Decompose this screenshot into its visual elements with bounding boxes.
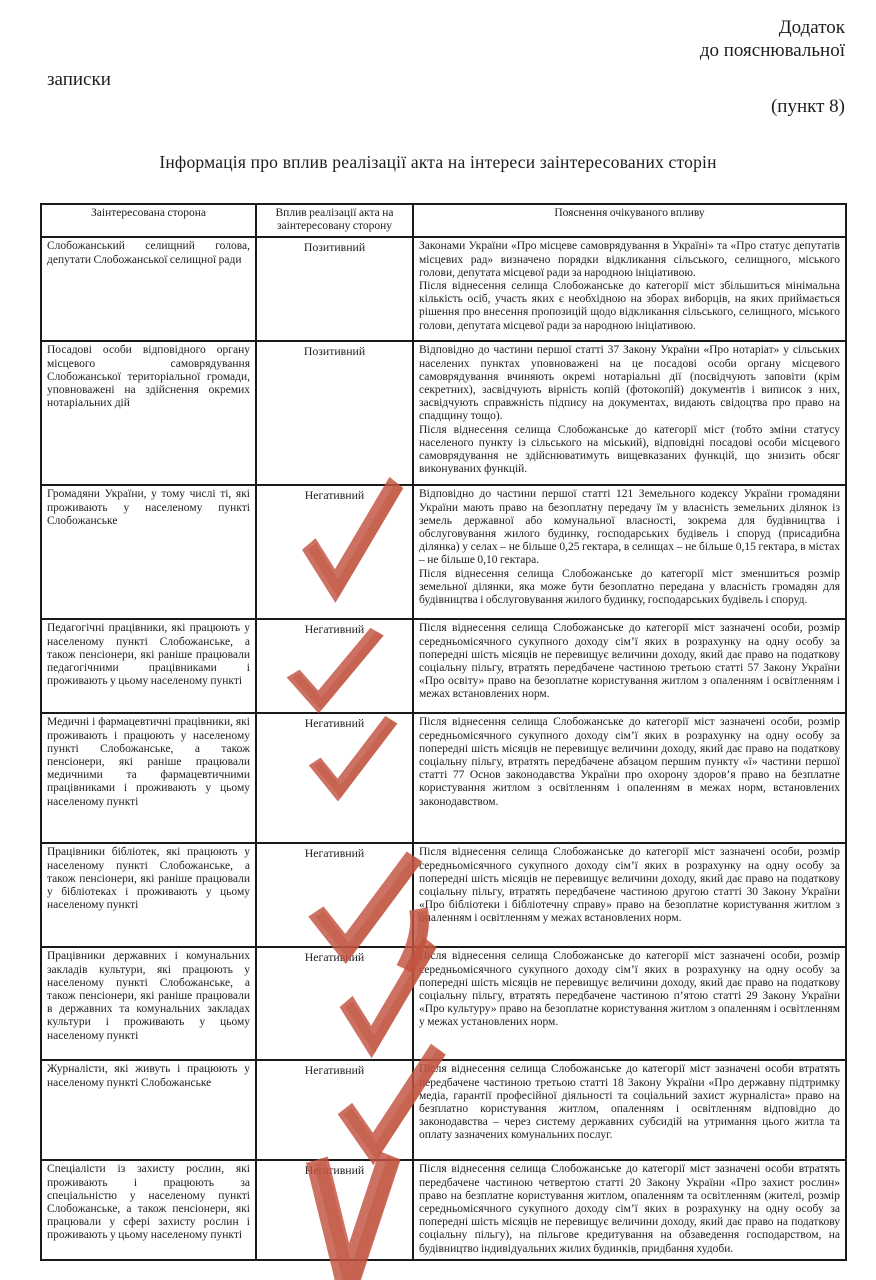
party-cell: Педагогічні працівники, які працюють у населеному пункті Слобожанське, а також пенсіонери, які раніше працювали педагогічними працівниками і проживають у цьому населеному пункті — [41, 619, 256, 713]
impact-cell — [256, 485, 413, 619]
impact-cell — [256, 237, 413, 341]
table-header-row — [41, 204, 846, 237]
explanation-paragraph: Після віднесення селища Слобожанське до категорії міст зазначені особи, розмір середньомісячного сукупного доходу сім’ї яких в розрахунку на одну особу за попередні шість місяців не перевищує величини доходу, який дає право на податкову соціальну пільгу, втратять передбачене частиною третьою статті 57 Закону України «Про освіту» право на безоплатне користування житлом з опаленням і освітленням і межах встановлених норм. — [419, 622, 840, 701]
page-title: Інформація про вплив реалізації акта на інтереси заінтересованих сторін — [159, 152, 717, 172]
explanation-paragraph: Після віднесення селища Слобожанське до категорії міст зазначені особи втратять передбачене частиною третьою статті 18 Закону України «Про державну підтримку медіа, гарантії професійної діяльності та соціальний захист журналіста» право на безплатно користування житлом, опаленням і освітленням відповідно до законодавства – через систему державних субсидій на утримання цього житла та оплату зазначених комунальних послуг. — [419, 1063, 840, 1142]
table-row — [41, 843, 846, 947]
explanation-paragraph: Після віднесення селища Слобожанське до категорії міст зазначені особи, розмір середньомісячного сукупного доходу сім’ї яких в розрахунку на одну особу за попередні шість місяців не перевищує величини доходу, який дає право на податкову соціальну пільгу, втратять передбачене абзацом першим пункту «ї» частини першої статті 77 Основ законодавства України про охорону здоров’я право на безплатне користування житлом з освітленням і опаленням в межах норм, встановлених законодавством. — [419, 716, 840, 808]
party-cell: Працівники державних і комунальних закладів культури, які працюють у населеному пункті Слобожанське, а також пенсіонери, які раніше працювали в державних та комунальних закладах культури і проживають у цьому населеному пункті — [41, 947, 256, 1060]
impact-label: Негативний — [304, 622, 365, 637]
column-header-party: Заінтересована сторона — [41, 204, 256, 237]
party-cell: Посадові особи відповідного органу місцевого самоврядування Слобожанської територіальної громади, уповноважені на здійснення окремих нотаріальних дій — [41, 341, 256, 485]
table-row — [41, 713, 846, 843]
column-header-explanation: Пояснення очікуваного впливу — [413, 204, 846, 237]
explanation-paragraph: Після віднесення селища Слобожанське до категорії міст зазначені особи втратять передбачене частиною четвертою статті 20 Закону України «Про захист рослин» право на безплатне користування житлом, опаленням та освітленням (жителі, розмір середньомісячного сукупного доходу сім’ї яких в розрахунку на одну особу за попередні шість місяців не перевищує величини доходу, який дає право на податкову соціальну пільгу), на пільгове кредитування на обзаведення господарством, на будівництво індивідуальних жилих будинків, придбання худоби. — [419, 1163, 840, 1255]
impact-cell — [256, 1060, 413, 1160]
appendix-point-number: (пункт 8) — [770, 96, 845, 117]
impact-label: Негативний — [304, 716, 365, 731]
impact-cell — [256, 1160, 413, 1259]
explanation-paragraph: Після віднесення селища Слобожанське до категорії міст збільшиться мінімальна кількість осіб, участь яких є необхідною на зборах виборців, на яких приймається рішення про внесення пропозицій щодо відкликання сільського, селищного, міського голови, депутата місцевої ради за народною ініціативою. — [419, 280, 840, 332]
impact-label: Негативний — [304, 488, 365, 503]
appendix-note-line3: записки — [47, 69, 111, 90]
table-row — [41, 1160, 846, 1259]
impact-label: Негативний — [304, 846, 365, 861]
explanation-paragraph: Після віднесення селища Слобожанське до категорії міст зменшиться розмір земельної ділянки, яка може бути безоплатно передана у власність громадян для будівництва і обслуговування жилого будинку, господарських будівель і споруд. — [419, 567, 840, 607]
explanation-paragraph: Після віднесення селища Слобожанське до категорії міст зазначені особи, розмір середньомісячного сукупного доходу сім’ї яких в розрахунку на одну особу за попередні шість місяців не перевищує величини доходу, який дає право на податкову соціальну пільгу, втратять передбачене частиною другою статті 30 Закону України «Про бібліотеки і бібліотечну справу» право на безоплатне користування житлом з опаленням і освітленням у межах встановлених норм. — [419, 846, 840, 925]
table-row — [41, 1060, 846, 1160]
explanation-cell — [413, 485, 846, 619]
impact-table-container — [40, 203, 846, 1261]
party-cell: Громадяни України, у тому числі ті, які проживають у населеному пункті Слобожанське — [41, 485, 256, 619]
party-cell: Слобожанський селищний голова, депутати Слобожанської селищної ради — [41, 237, 256, 341]
impact-table — [40, 203, 847, 1261]
impact-label: Негативний — [304, 1163, 365, 1178]
impact-cell — [256, 713, 413, 843]
impact-cell — [256, 619, 413, 713]
appendix-note-line2: до пояснювальної — [699, 40, 845, 61]
column-header-impact: Вплив реалізації акта на заінтересовану сторону — [256, 204, 413, 237]
party-cell: Медичні і фармацевтичні працівники, які проживають і працюють у населеному пункті Слобожанське, а також пенсіонери, які раніше працювали медичними та фармацевтичними працівниками і проживають у цьому населеному пункті — [41, 713, 256, 843]
explanation-cell — [413, 1160, 846, 1259]
explanation-cell — [413, 843, 846, 947]
impact-cell — [256, 341, 413, 485]
table-row — [41, 947, 846, 1060]
explanation-paragraph: Після віднесення селища Слобожанське до категорії міст зазначені особи, розмір середньомісячного сукупного доходу сім’ї яких в розрахунку на одну особу за попередні шість місяців не перевищує величини доходу, який дає право на податкову соціальну пільгу, втратять передбачене частиною п’ятою статті 29 Закону України «Про культуру» право на безоплатне користування житлом з опаленням і освітленням у межах установлених норм. — [419, 950, 840, 1029]
explanation-cell — [413, 341, 846, 485]
impact-label: Позитивний — [303, 240, 366, 255]
impact-label: Позитивний — [303, 344, 366, 359]
explanation-cell — [413, 947, 846, 1060]
table-row — [41, 237, 846, 341]
appendix-note-line1: Додаток — [778, 17, 845, 38]
explanation-cell — [413, 237, 846, 341]
explanation-paragraph: Відповідно до частини першої статті 121 Земельного кодексу України громадяни України мають право на безоплатну передачу їм у власність земельних ділянок із земель державної або комунальної власності, зокрема для будівництва і обслуговування жилого будинку, господарських будівель і споруд (присадибна ділянка) у селах – не більше 0,25 гектара, в селищах – не більше 0,15 гектара, в містах – не більше 0,10 гектара. — [419, 488, 840, 567]
explanation-cell — [413, 1060, 846, 1160]
party-cell: Працівники бібліотек, які працюють у населеному пункті Слобожанське, а також пенсіонери, які раніше працювали у бібліотеках і проживають у цьому населеному пункті — [41, 843, 256, 947]
explanation-cell — [413, 713, 846, 843]
table-row — [41, 619, 846, 713]
explanation-cell — [413, 619, 846, 713]
table-body — [41, 237, 846, 1259]
impact-label: Негативний — [304, 950, 365, 965]
explanation-paragraph: Після віднесення селища Слобожанське до категорії міст (тобто зміни статусу населеного пункту із сільського на міський), відповідні посадові особи місцевого самоврядування не здійснюватимуть вищевказаних функцій, що знизить обсяг виконуваних функцій. — [419, 423, 840, 476]
checkmark-icon — [277, 626, 392, 721]
party-cell: Журналісти, які живуть і працюють у населеному пункті Слобожанське — [41, 1060, 256, 1160]
impact-cell — [256, 947, 413, 1060]
table-row — [41, 341, 846, 485]
party-cell: Спеціалісти із захисту рослин, які проживають і працюють за спеціальністю у населеному пункті Слобожанське, а також пенсіонери, які працювали у сфері захисту рослин і проживають у цьому населеному пункті — [41, 1160, 256, 1259]
impact-cell — [256, 843, 413, 947]
table-row — [41, 485, 846, 619]
explanation-paragraph: Відповідно до частини першої статті 37 Закону України «Про нотаріат» у сільських населених пунктах уповноважені на це посадові особи органу місцевого самоврядування вчиняють окремі нотаріальні дії (посвідчують заповіти (крім секретних), засвідчують вірність копій (фотокопій) документів і виписок з них, засвідчують справжність підпису на документах, видають свідоцтва про право на спадщину тощо). — [419, 344, 840, 423]
explanation-paragraph: Законами України «Про місцеве самоврядування в Україні» та «Про статус депутатів місцевих рад» визначено порядки відкликання сільського, селищного, міського голови, депутата місцевої ради за народною ініціативою. — [419, 240, 840, 279]
impact-label: Негативний — [304, 1063, 365, 1078]
